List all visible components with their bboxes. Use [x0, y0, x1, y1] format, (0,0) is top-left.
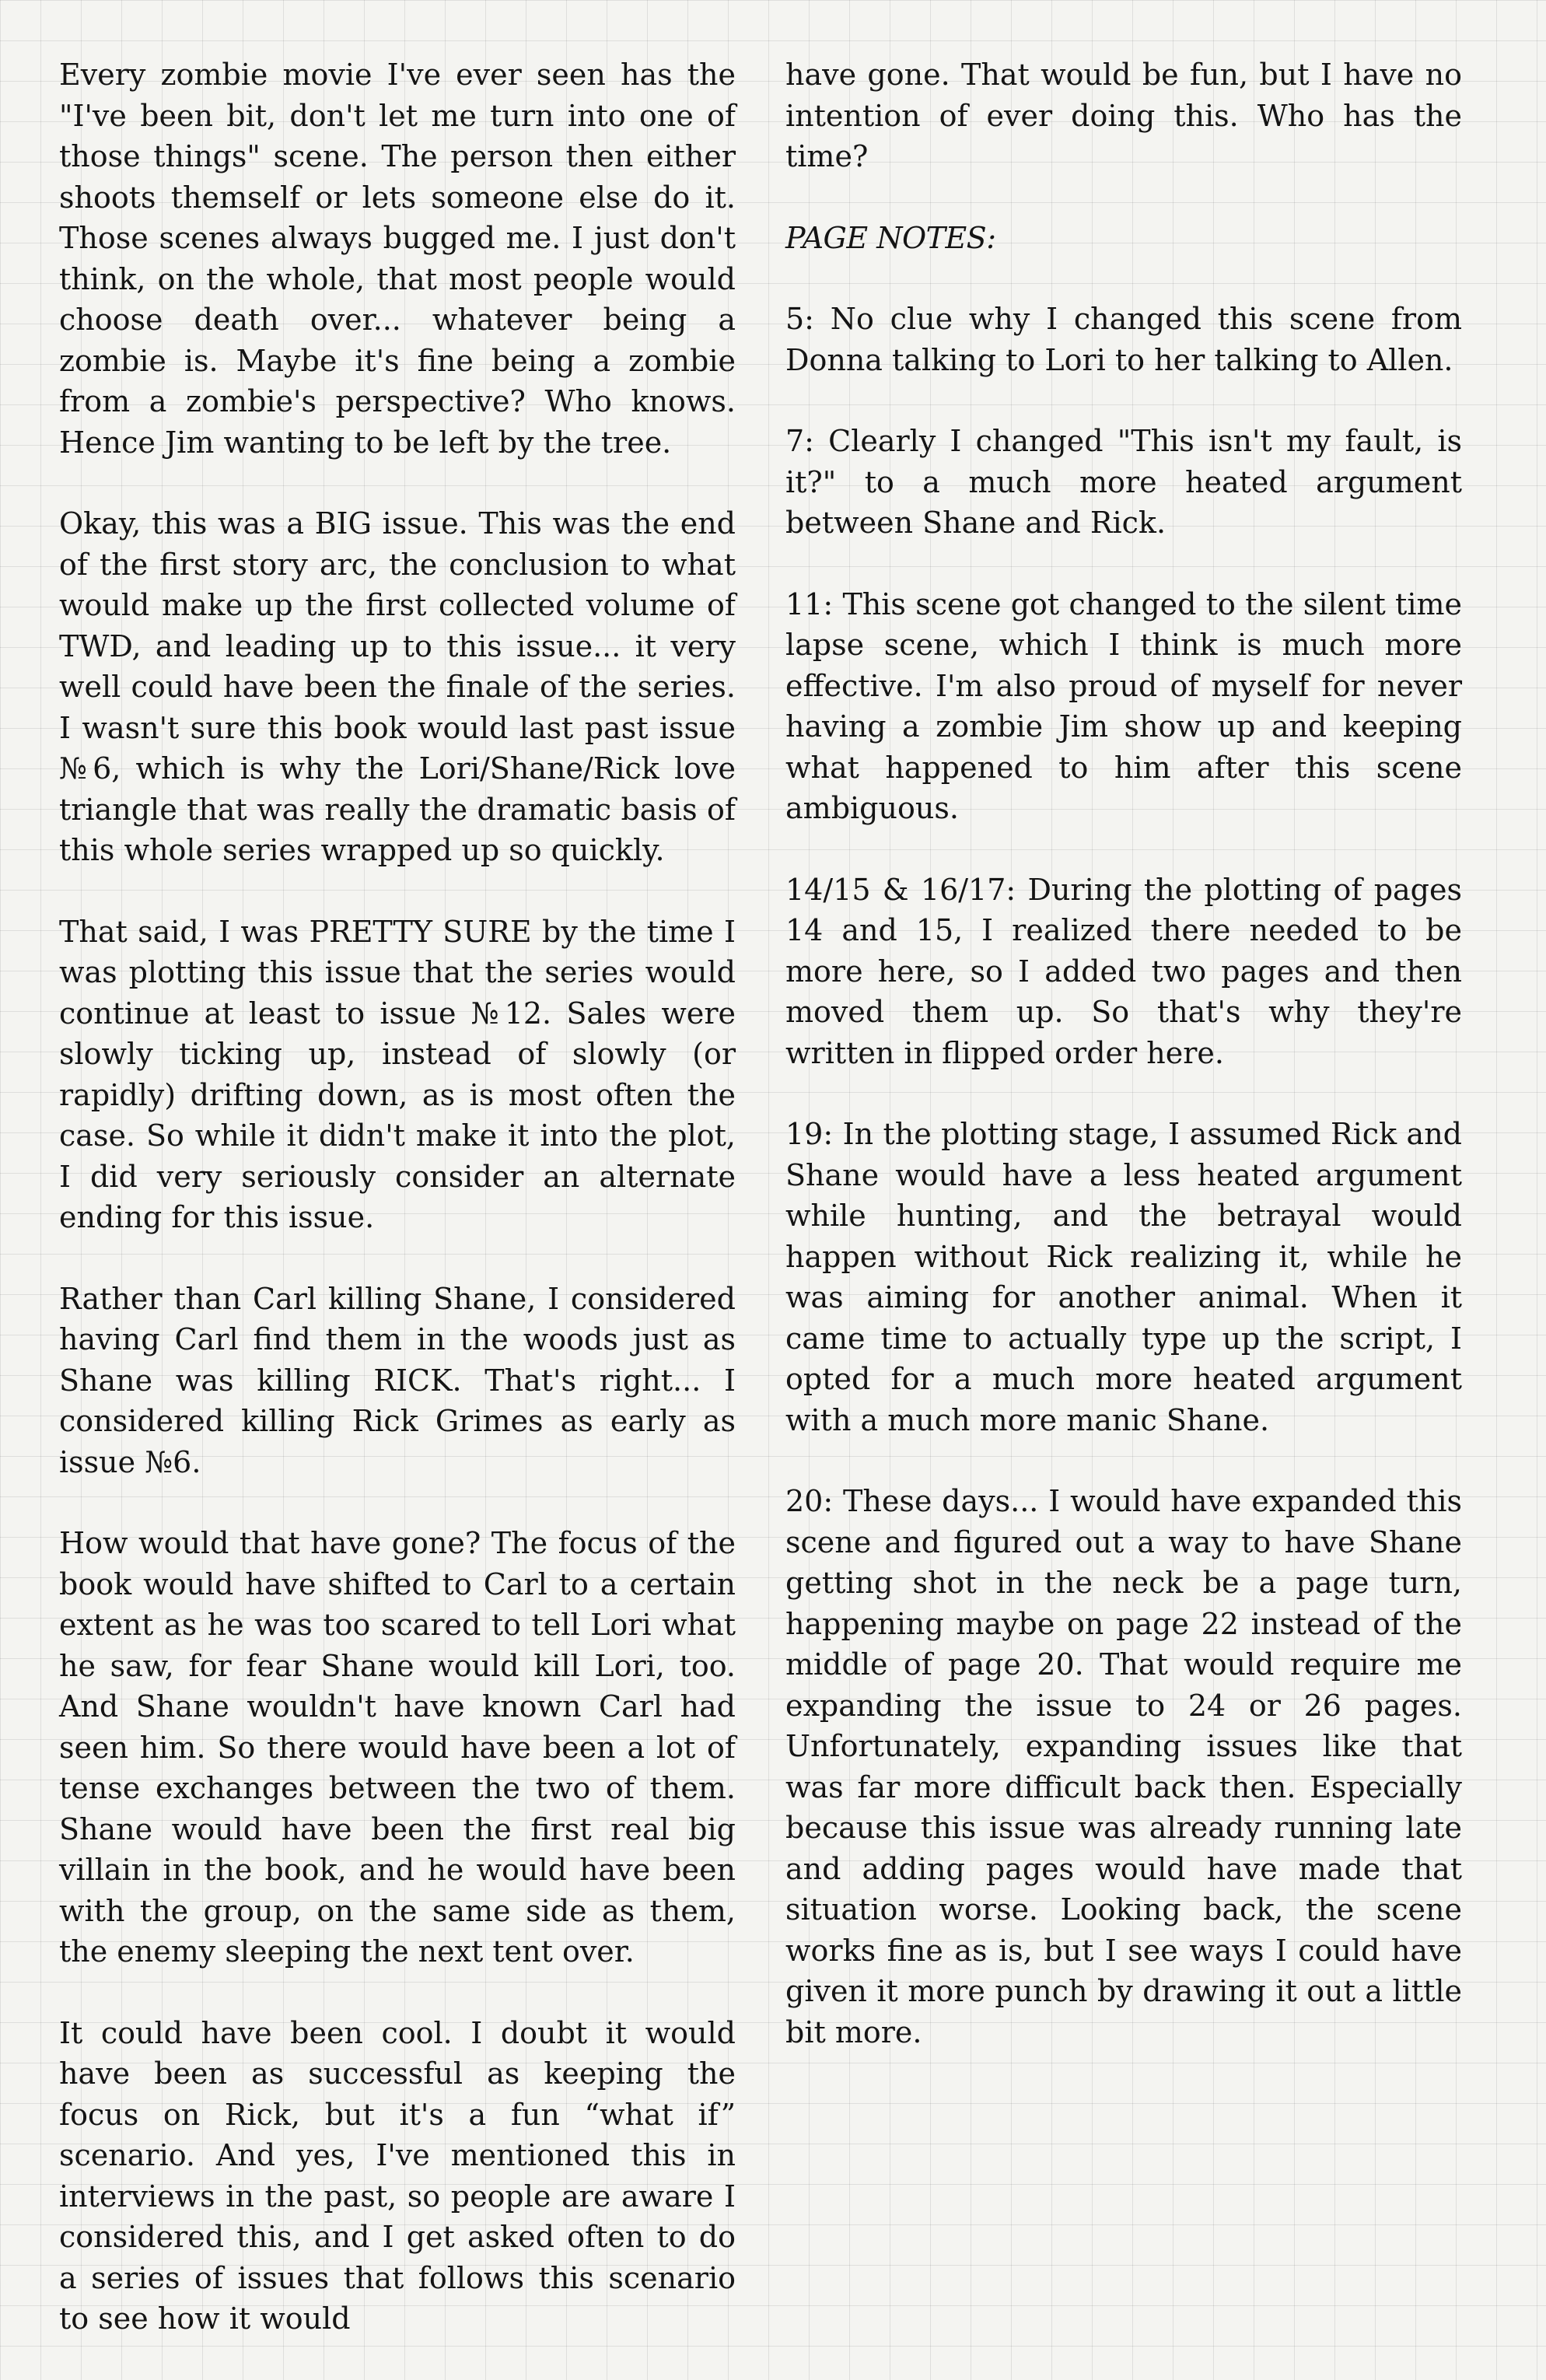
page-note-7: 7: Clearly I changed "This isn't my fault, is it?" to a much more heated argument between Shane and Rick.: [785, 424, 1462, 540]
page-note-5: 5: No clue why I changed this scene from Donna talking to Lori to her talking to Allen.: [785, 302, 1462, 377]
left-column: [59, 54, 736, 2380]
page-note-20: 20: These days... I would have expanded this scene and figured out a way to have Shane getting shot in the neck be a page turn, happening maybe on page 22 instead of the middle of page 20. That would require me expanding the issue to 24 or 26 pages. Unfortunately, expanding issues like that was far more difficult back then. Especially because this issue was already running late and adding pages would have made that situation worse. Looking back, the scene works fine as is, but I see ways I could have given it more punch by drawing it out a little bit more.: [785, 1484, 1462, 2049]
body-paragraph-6: It could have been cool. I doubt it would have been as successful as keeping the focus on Rick, but it's a fun “what if” scenario. And yes, I've mentioned this in interviews in the past, so people are aware I considered this, and I get asked often to do a series of issues that follows this scenario to see how it would: [59, 2015, 736, 2336]
continuation-paragraph: have gone. That would be fun, but I have no intention of ever doing this. Who has the time?: [785, 58, 1462, 173]
body-paragraph-3: That said, I was PRETTY SURE by the time I was plotting this issue that the series would continue at least to issue №12. Sales were slowly ticking up, instead of slowly (or rapidly) drifting down, as is most often the case. So while it didn't make it into the plot, I did very seriously consider an alternate ending for this issue.: [59, 914, 736, 1234]
body-paragraph-2: Okay, this was a BIG issue. This was the end of the first story arc, the conclusion to what would make up the first collected volume of TWD, and leading up to this issue... it very well could have been the finale of the series. I wasn't sure this book would last past issue №6, which is why the Lori/Shane/Rick love triangle that was really the dramatic basis of this whole series wrapped up so quickly.: [59, 506, 736, 867]
body-paragraph-5: How would that have gone? The focus of the book would have shifted to Carl to a certain extent as he was too scared to tell Lori what he saw, for fear Shane would kill Lori, too. And Shane wouldn't have known Carl had seen him. So there would have been a lot of tense exchanges between the two of them. Shane would have been the first real big villain in the book, and he would have been with the group, on the same side as them, the enemy sleeping the next tent over.: [59, 1526, 736, 1969]
page-note-11: 11: This scene got changed to the silent time lapse scene, which I think is much more effective. I'm also proud of myself for never having a zombie Jim show up and keeping what happened to him after this scene ambiguous.: [785, 586, 1462, 825]
right-column: [785, 54, 1462, 2093]
page-note-19: 19: In the plotting stage, I assumed Rick and Shane would have a less heated argument while hunting, and the betrayal would happen without Rick realizing it, while he was aiming for another animal. When it came time to actually type up the script, I opted for a much more heated argument with a much more manic Shane.: [785, 1117, 1462, 1437]
body-paragraph-1: Every zombie movie I've ever seen has the "I've been bit, don't let me turn into one of those things" scene. The person then either shoots themself or lets someone else do it. Those scenes always bugged me. I just don't think, on the whole, that most people would choose death over... whatever being a zombie is. Maybe it's fine being a zombie from a zombie's perspective? Who knows. Hence Jim wanting to be left by the tree.: [59, 58, 736, 460]
page-notes-heading: PAGE NOTES:: [785, 220, 996, 255]
document-page: [59, 54, 1490, 2341]
body-paragraph-4: Rather than Carl killing Shane, I considered having Carl find them in the woods just as Shane was killing RICK. That's right... I considered killing Rick Grimes as early as issue №6.: [59, 1281, 736, 1479]
page-note-14-17: 14/15 & 16/17: During the plotting of pages 14 and 15, I realized there needed to be more here, so I added two pages and then moved them up. So that's why they're written in flipped order here.: [785, 872, 1462, 1070]
